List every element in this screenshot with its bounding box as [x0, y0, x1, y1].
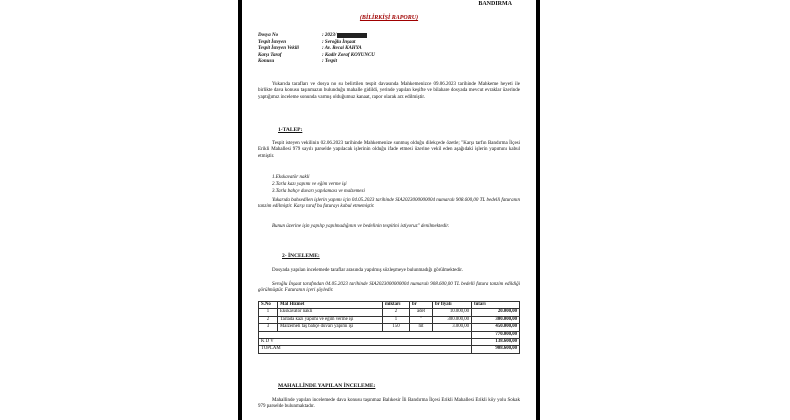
cell: 300.000,00	[472, 316, 520, 323]
section-inceleme-heading: 2- İNCELEME:	[282, 253, 320, 259]
meta-value: : 2023/	[322, 33, 337, 38]
cell: 20.000,00	[472, 309, 520, 316]
table-row	[259, 324, 520, 331]
meta-key: Dosya No	[258, 33, 279, 38]
meta-row-subject	[258, 59, 375, 66]
cell: 1	[383, 316, 410, 323]
col-header: br fiyatı	[433, 302, 472, 309]
meta-value: : Tespit	[322, 59, 337, 65]
table-header-row	[259, 302, 520, 309]
inceleme-paragraph-2: Seroğlu İnşaat tarafından 04.05.2023 tarihinde SIA2023000000004 numaralı 908.600,00 TL bedelli fatura tanzim edildiği görülmüştür. Faturanın içeri şöyledir.	[258, 282, 520, 294]
cell: 450.000,00	[472, 324, 520, 331]
section-talep-heading: 1-TALEP:	[278, 127, 303, 133]
cell: 3	[259, 324, 278, 331]
talep-item-1: 1.Ekskavatör nakli	[272, 175, 310, 180]
cell: 10.000,00	[433, 309, 472, 316]
col-header: br	[410, 302, 433, 309]
document-page	[238, 0, 540, 420]
col-header: tutarı	[472, 302, 520, 309]
kdv-value: 138.600,00	[472, 338, 520, 345]
cell: 3.000,00	[433, 324, 472, 331]
cell: 150	[383, 324, 410, 331]
header-city: BANDIRMA	[478, 1, 512, 7]
talep-closing-paragraph: Bunun üzerine işin yapılıp yapılmadığının ve bedelinin tespitini istiyoruz" denilmektedir.	[272, 224, 450, 229]
meta-row-opposing	[258, 53, 375, 60]
total-label: TOPLAM	[259, 346, 472, 353]
cell: 300.000,00	[433, 316, 472, 323]
cell: 1	[259, 309, 278, 316]
subtotal-value: 770.000,00	[472, 331, 520, 338]
cell: Ekskavatör nakli	[278, 309, 383, 316]
meta-key: Karşı Taraf	[258, 52, 282, 58]
col-header: S.No	[259, 302, 278, 309]
meta-value: : Av. Recai KAHYA	[322, 46, 362, 52]
total-row	[259, 346, 520, 353]
redaction-block	[337, 33, 367, 38]
intro-paragraph: Yukarıda tarafları ve dosya no su belirtilen tespit davasında Mahkemenizce 09.06.2023 tarihinde Mahkeme heyeti ile birlikte dava konusu taşınmazın bulunduğu mahalle gidildi, yerinde yapılan keşifte ve bilahare dosyada mevcut evraklar üzerinde yaptığımız inceleme sonunda varmış olduğumuz kanaat, rapor olarak arz edilmiştir.	[258, 82, 520, 100]
section-mahal-heading: MAHALLİNDE YAPILAN İNCELEME:	[278, 383, 376, 389]
cell: 2	[383, 309, 410, 316]
meta-value: : Kadir Zoraf KOYUNCU	[322, 52, 375, 58]
case-meta	[258, 33, 375, 66]
meta-key: Konusu	[258, 59, 275, 65]
table-row	[259, 309, 520, 316]
meta-row-attorney	[258, 46, 375, 53]
cell: Tarlada kazı yapımı ve eğim verme işi	[278, 316, 383, 323]
meta-value: : Seroğlu İnşaat	[322, 39, 356, 45]
talep-invoice-paragraph: Yukarıda bahsedilen işlerin yapımı için 04.05.2023 tarihinde SIA2023000000004 numaralı 908.600,00 TL bedelli faturanın tanzim edilmiştir. Karşı taraf bu faturayı kabul etmemiştir.	[258, 198, 520, 210]
col-header: Mal Hizmet	[278, 302, 383, 309]
total-value: 908.600,00	[472, 346, 520, 353]
cell: mt	[410, 324, 433, 331]
talep-item-3: 3.Tarla bahçe duvarı yapılaması ve malzemesi	[272, 189, 365, 194]
report-title: (BİLİRKİŞİ RAPORU)	[359, 15, 419, 21]
meta-key: Tespit İsteyen Vekili	[258, 46, 299, 52]
kdv-label: K D V	[259, 338, 472, 345]
talep-paragraph: Tespit isteyen vekilinin 02.06.2023 tarihinde Mahkemenize sunmuş olduğu dilekçede özetle; "Karşı tarfın Bandırma İlçesi Erikli Mahallesi 979 sayılı parselde yapılacak işlerinin olduğu ifade etmesi üzerine vekil eden aşağıdaki işlerin yapımını kabul etmiştir.	[258, 141, 520, 159]
inceleme-paragraph-1: Dosyada yapılan incelemede taraflar arasında yapılmış sözleşmeye bulunmadığı görülmektedir.	[272, 268, 463, 273]
table-row	[259, 316, 520, 323]
cell: Malzemeli taş bahçe duvarı yapımı işi	[278, 324, 383, 331]
invoice-table	[258, 301, 520, 354]
meta-key: Tespit İsteyen	[258, 39, 287, 45]
subtotal-row	[259, 331, 520, 338]
mahal-paragraph: Mahallinde yapılan incelemede dava konusu taşınmaz Balıkesir İli Bandırma İlçesi Erikli Mahallesi Erikli köy yolu Sokak 979 parselde bulunmaktadır.	[258, 398, 520, 410]
cell: adet	[410, 309, 433, 316]
talep-item-2: 2.Tarla kazı yapımı ve eğim verme işi	[272, 182, 347, 187]
col-header: miktarı	[383, 302, 410, 309]
cell	[259, 331, 472, 338]
kdv-row	[259, 338, 520, 345]
cell: 2	[259, 316, 278, 323]
meta-row-file-no	[258, 33, 375, 40]
cell: "	[410, 316, 433, 323]
